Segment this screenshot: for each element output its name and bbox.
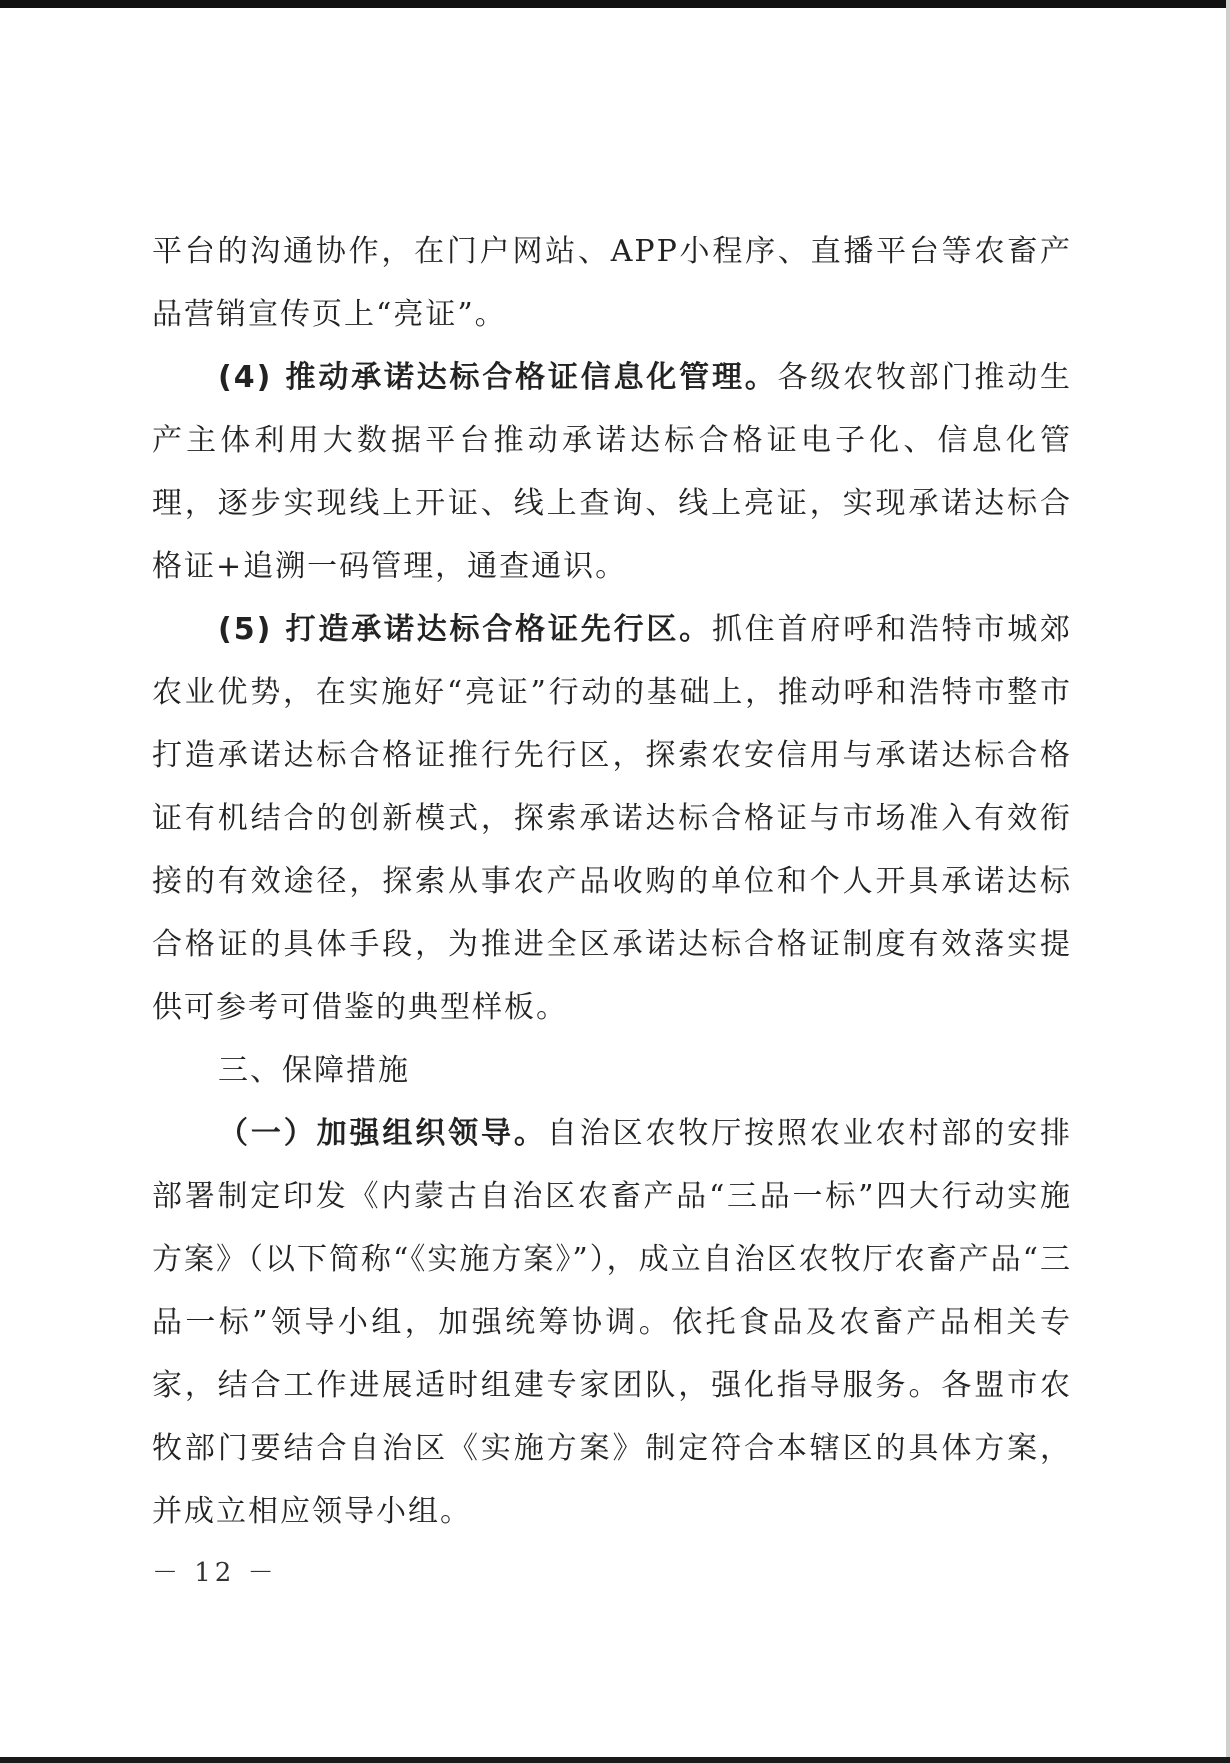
- item-5-title: (5) 打造承诺达标合格证先行区。: [218, 612, 712, 647]
- document-page: [152, 220, 1072, 1543]
- paragraph-item-5: [152, 598, 1072, 1039]
- section-heading-safeguards: 三、保障措施: [218, 1053, 410, 1088]
- scan-right-edge: [1226, 0, 1230, 1763]
- paragraph-continuation: 平台的沟通协作，在门户网站、APP小程序、直播平台等农畜产品营销宣传页上“亮证”。: [152, 234, 1072, 332]
- page-number: － 12 －: [152, 1558, 278, 1588]
- scan-bottom-border: [0, 1757, 1230, 1763]
- item-4-body: 各级农牧部门推动生产主体利用大数据平台推动承诺达标合格证电子化、信息化管理，逐步实现线上开证、线上查询、线上亮证，实现承诺达标合格证+追溯一码管理，通查通识。: [152, 360, 1072, 584]
- paragraph-item-4: [152, 346, 1072, 598]
- scan-top-border: [0, 0, 1230, 8]
- paragraph-item-a: [152, 1102, 1072, 1543]
- item-5-body: 抓住首府呼和浩特市城郊农业优势，在实施好“亮证”行动的基础上，推动呼和浩特市整市打造承诺达标合格证推行先行区，探索农安信用与承诺达标合格证有机结合的创新模式，探索承诺达标合格证与市场准入有效衔接的有效途径，探索从事农产品收购的单位和个人开具承诺达标合格证的具体手段，为推进全区承诺达标合格证制度有效落实提供可参考可借鉴的典型样板。: [152, 612, 1073, 1025]
- item-a-body: 自治区农牧厅按照农业农村部的安排部署制定印发《内蒙古自治区农畜产品“三品一标”四大行动实施方案》（以下简称“《实施方案》”），成立自治区农牧厅农畜产品“三品一标”领导小组，加强统筹协调。依托食品及农畜产品相关专家，结合工作进展适时组建专家团队，强化指导服务。各盟市农牧部门要结合自治区《实施方案》制定符合本辖区的具体方案，并成立相应领导小组。: [152, 1116, 1073, 1529]
- item-4-title: (4) 推动承诺达标合格证信息化管理。: [218, 360, 778, 395]
- item-a-title: （一）加强组织领导。: [218, 1116, 547, 1151]
